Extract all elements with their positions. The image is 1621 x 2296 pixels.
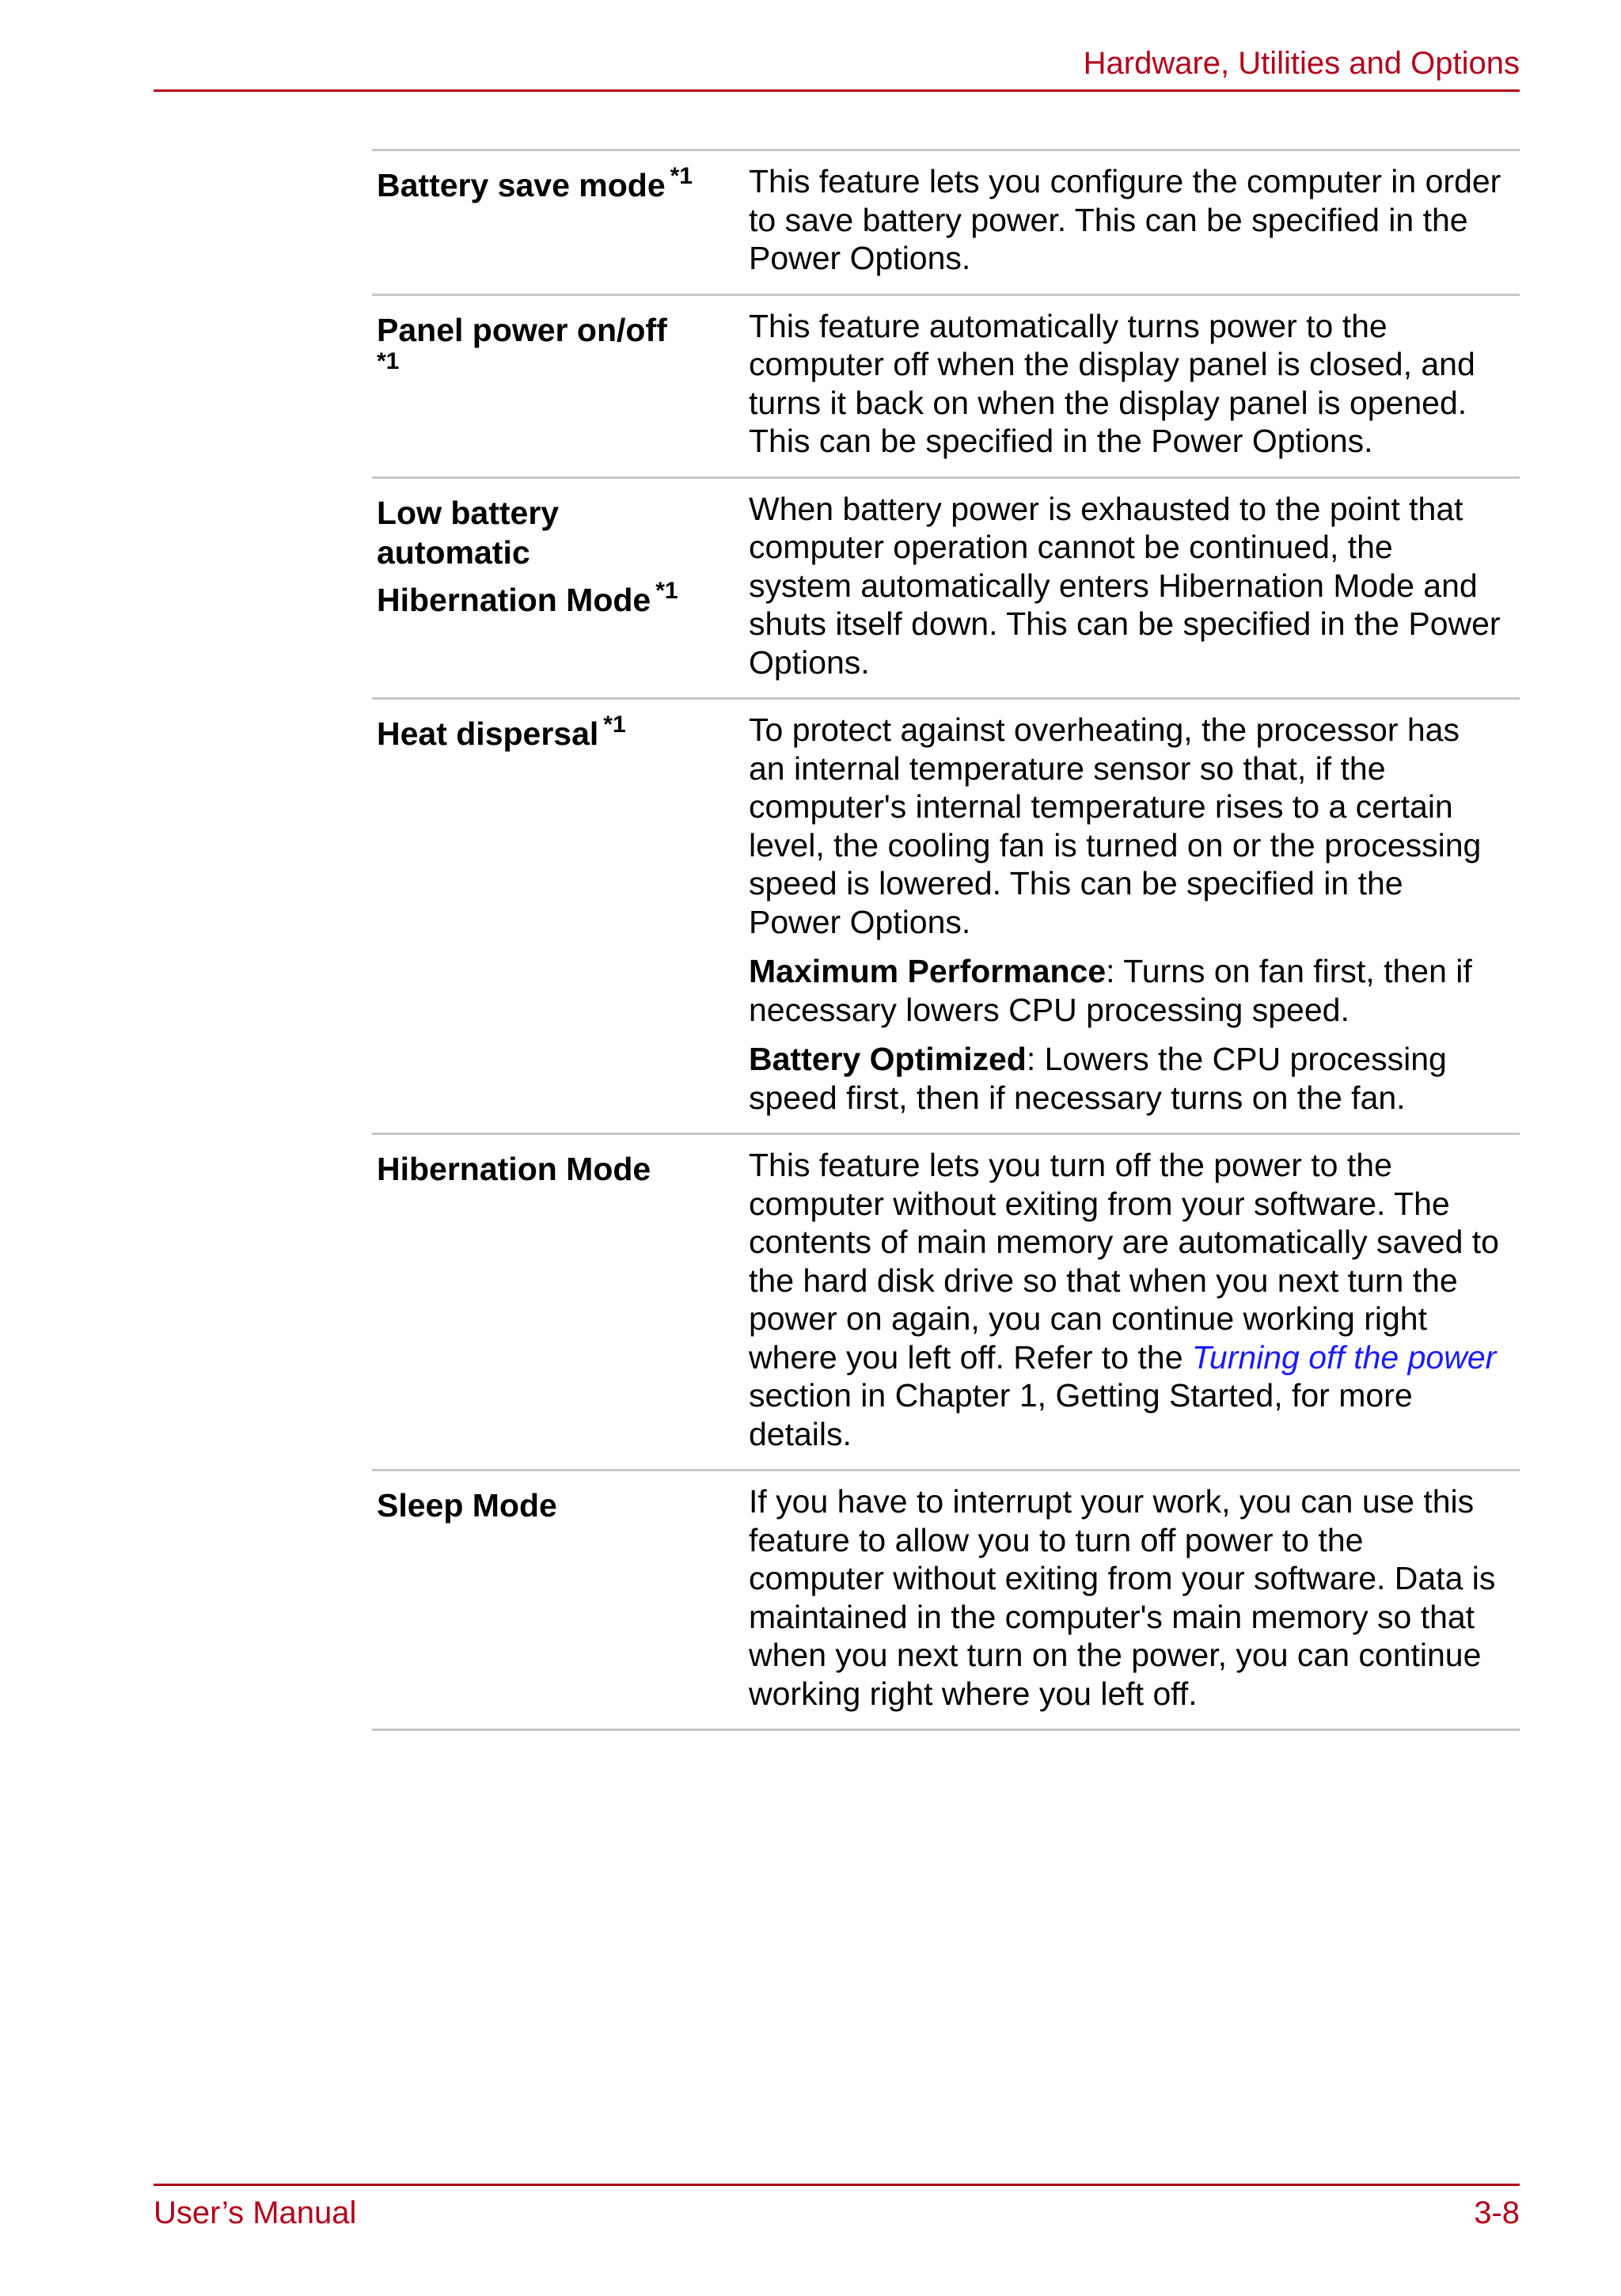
description-text: If you have to interrupt your work, you can use this feature to allow you to turn off power to the computer without exiting from your software. Data is maintained in the computer's main memory so that when you next turn on the power, you can continue working right where you left off. [749, 1483, 1496, 1712]
description-text: This feature lets you configure the computer in order to save battery power. This can be specified in the Power Options. [749, 163, 1501, 276]
feature-term [372, 711, 749, 1117]
feature-description [749, 1146, 1520, 1453]
feature-term [372, 307, 749, 461]
option-text: : Turns on fan first, then if necessary lowers CPU processing speed. [749, 953, 1472, 1028]
header-rule [154, 89, 1520, 92]
feature-table [372, 149, 1520, 1731]
footer-rule [154, 2184, 1520, 2186]
description-text: To protect against overheating, the processor has an internal temperature sensor so that, if the computer's internal temperature rises to a certain level, the cooling fan is turned on or the processing speed is lowered. This can be specified in the Power Options. [749, 712, 1482, 940]
term-line-3-wrapper [377, 577, 749, 620]
term-text: Hibernation Mode [377, 1151, 651, 1187]
term-text-line-1: Low battery [377, 494, 560, 531]
term-text: Sleep Mode [377, 1487, 557, 1524]
description-after-link: section in Chapter 1, Getting Started, for more details. [749, 1377, 1413, 1452]
feature-description [749, 711, 1520, 1117]
option-text: : Lowers the CPU processing speed first, then if necessary turns on the fan. [749, 1041, 1447, 1116]
footnote-marker: *1 [377, 347, 400, 374]
footnote-marker: *1 [670, 163, 693, 189]
table-row [372, 296, 1520, 479]
feature-description [749, 162, 1520, 278]
table-row [372, 1471, 1520, 1731]
footer-manual-title: User’s Manual [154, 2195, 357, 2230]
option-maximum-performance [749, 952, 1504, 1029]
feature-description [749, 1482, 1520, 1713]
feature-description [749, 307, 1520, 461]
header-title: Hardware, Utilities and Options [1083, 46, 1520, 81]
term-text-line-2: automatic [377, 533, 530, 571]
option-battery-optimized [749, 1040, 1504, 1117]
description-text: When battery power is exhausted to the point that computer operation cannot be continued, the system automatically enters Hibernation Mode and shuts itself down. This can be specified in the Power Options. [749, 490, 1501, 681]
option-label: Maximum Performance [749, 953, 1107, 989]
term-text-line-3: Hibernation Mode [377, 581, 651, 618]
term-text: Panel power on/off [377, 311, 667, 348]
option-label: Battery Optimized [749, 1041, 1027, 1077]
feature-term [372, 162, 749, 278]
description-text: This feature automatically turns power to the computer off when the display panel is closed, and turns it back on when the display panel is opened. This can be specified in the Power Options. [749, 307, 1475, 459]
description-text [749, 1146, 1504, 1453]
feature-description [749, 490, 1520, 682]
feature-term [372, 1146, 749, 1453]
footnote-marker: *1 [603, 712, 626, 738]
turning-off-power-link[interactable]: Turning off the power [1191, 1338, 1497, 1376]
table-row [372, 479, 1520, 700]
term-text: Battery save mode [377, 167, 666, 203]
feature-term [372, 1482, 749, 1713]
term-text: Heat dispersal [377, 715, 599, 752]
footnote-marker: *1 [655, 577, 678, 604]
table-row [372, 151, 1520, 296]
page-number: 3-8 [1474, 2195, 1520, 2230]
description-before-link: This feature lets you turn off the power to the computer without exiting from your software. The contents of main memory are automatically saved to the hard disk drive so that when you next turn the power on again, you can continue working right where you left off. Refer to the [749, 1147, 1499, 1376]
table-row [372, 700, 1520, 1135]
feature-term [372, 490, 749, 682]
table-row [372, 1135, 1520, 1471]
